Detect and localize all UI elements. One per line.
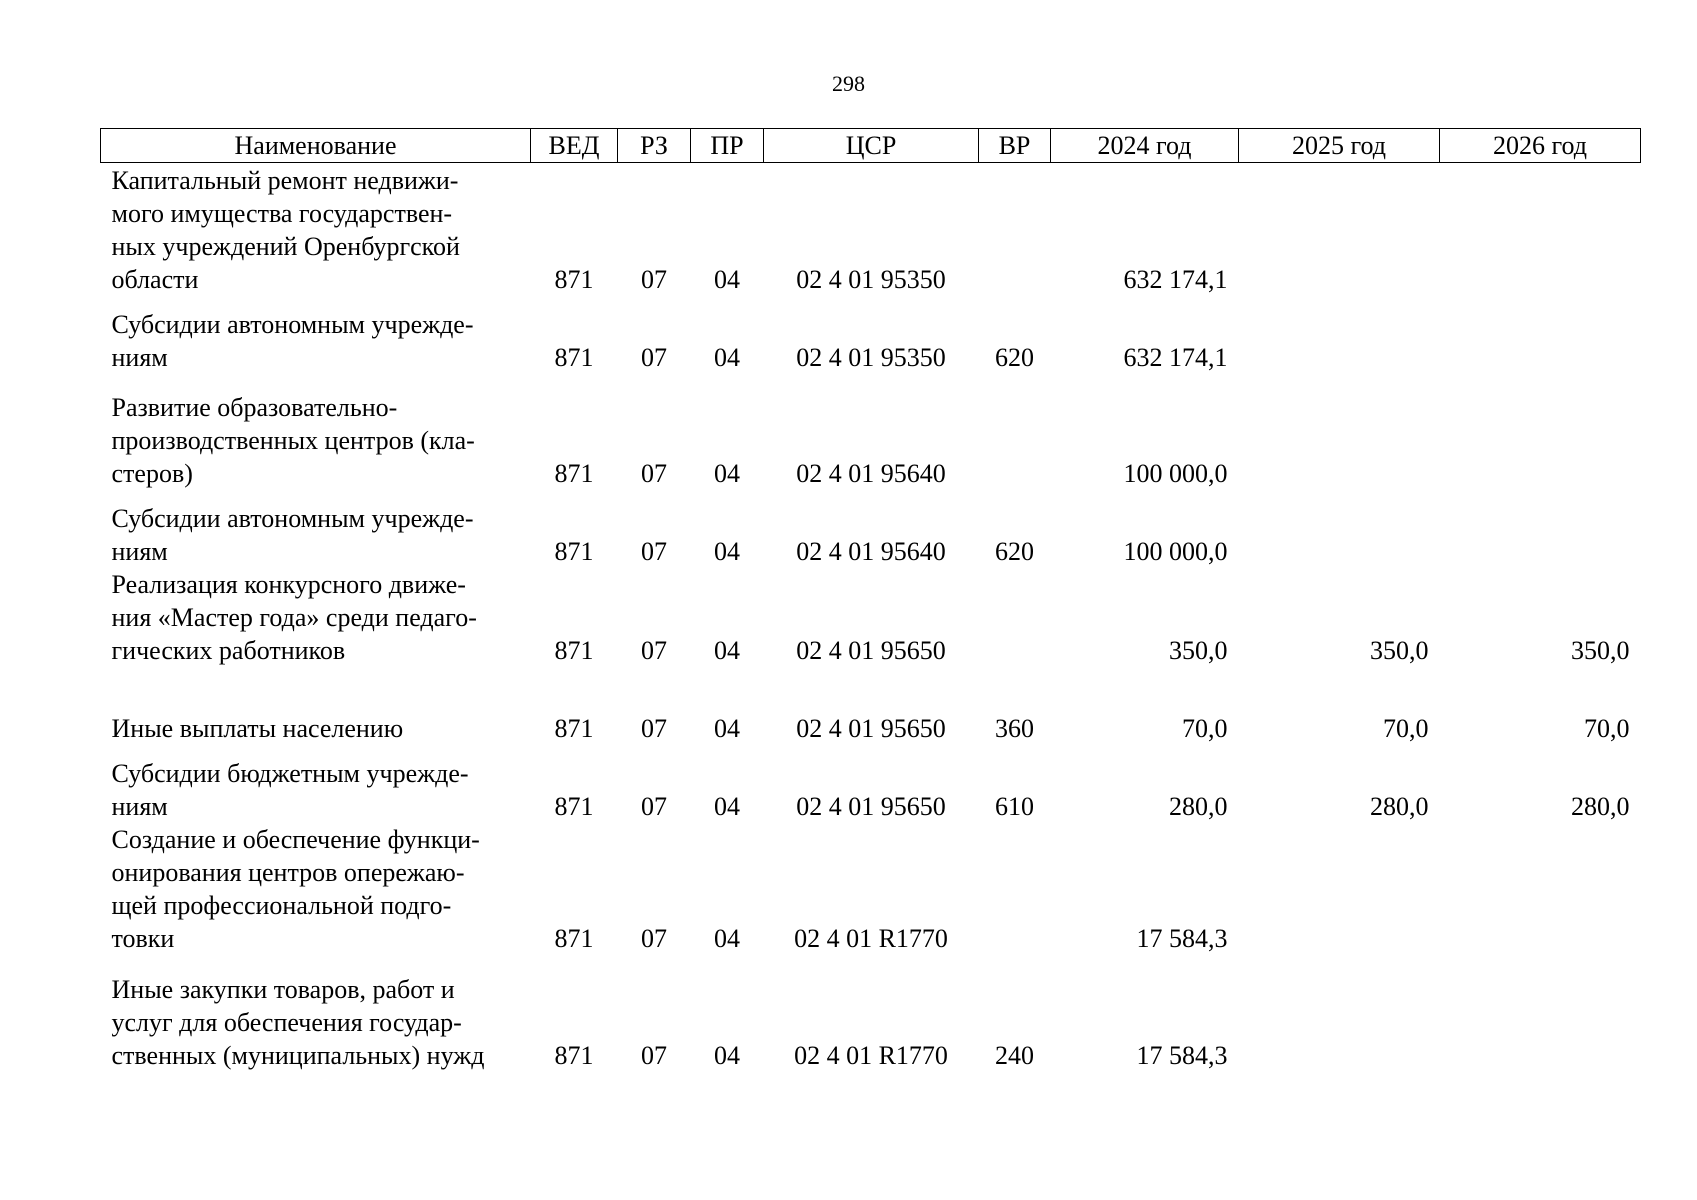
row-2025	[1239, 163, 1440, 296]
row-name	[101, 490, 531, 568]
row-rz: 07	[641, 713, 667, 743]
row-2025	[1239, 296, 1440, 374]
row-name-line: щей профессиональной подго-	[111, 890, 452, 920]
row-2026: 70,0	[1584, 713, 1630, 743]
table-body	[101, 163, 1641, 1072]
table-row	[101, 568, 1641, 667]
row-rz: 07	[641, 791, 667, 821]
row-name	[101, 374, 531, 490]
row-pr: 04	[714, 1040, 740, 1070]
row-2024: 17 584,3	[1136, 923, 1228, 953]
table-row	[101, 745, 1641, 823]
row-2026	[1440, 823, 1641, 955]
row-pr: 04	[714, 713, 740, 743]
row-ved: 871	[554, 536, 594, 566]
row-rz: 07	[641, 458, 667, 488]
row-name-line: ниям	[111, 791, 168, 821]
row-vr	[979, 374, 1051, 490]
row-vr: 360	[995, 713, 1034, 743]
row-2025	[1239, 955, 1440, 1072]
row-csr: 02 4 01 95650	[796, 635, 946, 665]
row-vr: 240	[995, 1040, 1034, 1070]
row-vr	[979, 163, 1051, 296]
row-pr: 04	[714, 264, 740, 294]
row-name-line: гических работников	[111, 635, 346, 665]
row-ved: 871	[554, 458, 594, 488]
row-csr: 02 4 01 R1770	[794, 923, 948, 953]
row-2025	[1239, 374, 1440, 490]
table-row	[101, 296, 1641, 374]
row-csr: 02 4 01 95640	[796, 458, 946, 488]
row-pr: 04	[714, 635, 740, 665]
row-csr: 02 4 01 95650	[796, 713, 946, 743]
row-2026: 280,0	[1571, 791, 1630, 821]
row-name	[101, 745, 531, 823]
budget-table	[100, 128, 1641, 1072]
row-2024: 632 174,1	[1123, 264, 1228, 294]
row-name	[101, 296, 531, 374]
table-row	[101, 374, 1641, 490]
row-name-line: Развитие образовательно-	[111, 392, 398, 422]
row-name	[101, 823, 531, 955]
row-2026: 350,0	[1571, 635, 1630, 665]
row-name-line: ниям	[111, 342, 168, 372]
row-name-line: товки	[111, 923, 175, 953]
row-name-line: мого имущества государствен-	[111, 198, 453, 228]
row-vr: 610	[995, 791, 1034, 821]
row-2025: 350,0	[1370, 635, 1429, 665]
row-pr: 04	[714, 536, 740, 566]
header-vr: ВР	[979, 129, 1051, 163]
row-name-line: Субсидии бюджетным учрежде-	[111, 758, 469, 788]
row-2024: 632 174,1	[1123, 342, 1228, 372]
row-vr: 620	[995, 536, 1034, 566]
row-csr: 02 4 01 95650	[796, 791, 946, 821]
row-2024: 70,0	[1182, 713, 1228, 743]
row-name-line: производственных центров (кла-	[111, 425, 475, 455]
row-2026	[1440, 490, 1641, 568]
row-vr: 620	[995, 342, 1034, 372]
row-2024: 350,0	[1169, 635, 1228, 665]
row-name	[101, 163, 531, 296]
header-2024: 2024 год	[1051, 129, 1239, 163]
row-name-line: ния «Мастер года» среди педаго-	[111, 602, 477, 632]
row-2026	[1440, 374, 1641, 490]
row-name-line: Капитальный ремонт недвижи-	[111, 165, 459, 195]
row-name-line: ных учреждений Оренбургской	[111, 231, 460, 261]
row-2026	[1440, 955, 1641, 1072]
row-name-line: ниям	[111, 536, 168, 566]
row-rz: 07	[641, 1040, 667, 1070]
table-header-row	[101, 129, 1641, 163]
row-pr: 04	[714, 458, 740, 488]
row-name-line: стеров)	[111, 458, 193, 488]
table-row	[101, 667, 1641, 745]
row-name	[101, 955, 531, 1072]
row-pr: 04	[714, 342, 740, 372]
row-rz: 07	[641, 923, 667, 953]
table-row	[101, 490, 1641, 568]
header-rz: РЗ	[618, 129, 691, 163]
row-2024: 17 584,3	[1136, 1040, 1228, 1070]
row-name-line: услуг для обеспечения государ-	[111, 1007, 462, 1037]
row-2025	[1239, 490, 1440, 568]
header-2026: 2026 год	[1440, 129, 1641, 163]
row-name-line: Субсидии автономным учрежде-	[111, 309, 474, 339]
header-pr: ПР	[691, 129, 764, 163]
row-csr: 02 4 01 95350	[796, 342, 946, 372]
row-csr: 02 4 01 95640	[796, 536, 946, 566]
row-2024: 280,0	[1169, 791, 1228, 821]
row-ved: 871	[554, 342, 594, 372]
row-2026	[1440, 296, 1641, 374]
row-ved: 871	[554, 791, 594, 821]
row-pr: 04	[714, 923, 740, 953]
table-row	[101, 163, 1641, 296]
row-name	[101, 568, 531, 667]
row-name	[101, 667, 531, 745]
row-vr	[979, 568, 1051, 667]
row-name-line: Создание и обеспечение функци-	[111, 824, 480, 854]
row-csr: 02 4 01 R1770	[794, 1040, 948, 1070]
row-ved: 871	[554, 264, 594, 294]
header-name: Наименование	[101, 129, 531, 163]
row-rz: 07	[641, 536, 667, 566]
row-rz: 07	[641, 635, 667, 665]
row-rz: 07	[641, 264, 667, 294]
row-ved: 871	[554, 1040, 594, 1070]
row-rz: 07	[641, 342, 667, 372]
row-name-line: Иные выплаты населению	[111, 713, 404, 743]
table-row	[101, 823, 1641, 955]
row-2025: 70,0	[1383, 713, 1429, 743]
row-2026	[1440, 163, 1641, 296]
row-2024: 100 000,0	[1123, 458, 1228, 488]
row-ved: 871	[554, 635, 594, 665]
row-name-line: области	[111, 264, 199, 294]
header-ved: ВЕД	[531, 129, 618, 163]
table-row	[101, 955, 1641, 1072]
row-name-line: Субсидии автономным учрежде-	[111, 503, 474, 533]
row-ved: 871	[554, 923, 594, 953]
row-pr: 04	[714, 791, 740, 821]
row-2025	[1239, 823, 1440, 955]
row-vr	[979, 823, 1051, 955]
row-name-line: онирования центров опережаю-	[111, 857, 465, 887]
row-csr: 02 4 01 95350	[796, 264, 946, 294]
header-2025: 2025 год	[1239, 129, 1440, 163]
header-csr: ЦСР	[764, 129, 979, 163]
row-name-line: Иные закупки товаров, работ и	[111, 974, 455, 1004]
row-ved: 871	[554, 713, 594, 743]
row-2025: 280,0	[1370, 791, 1429, 821]
row-name-line: Реализация конкурсного движе-	[111, 569, 466, 599]
page-number: 298	[832, 71, 865, 96]
row-2024: 100 000,0	[1123, 536, 1228, 566]
row-name-line: ственных (муниципальных) нужд	[111, 1040, 485, 1070]
